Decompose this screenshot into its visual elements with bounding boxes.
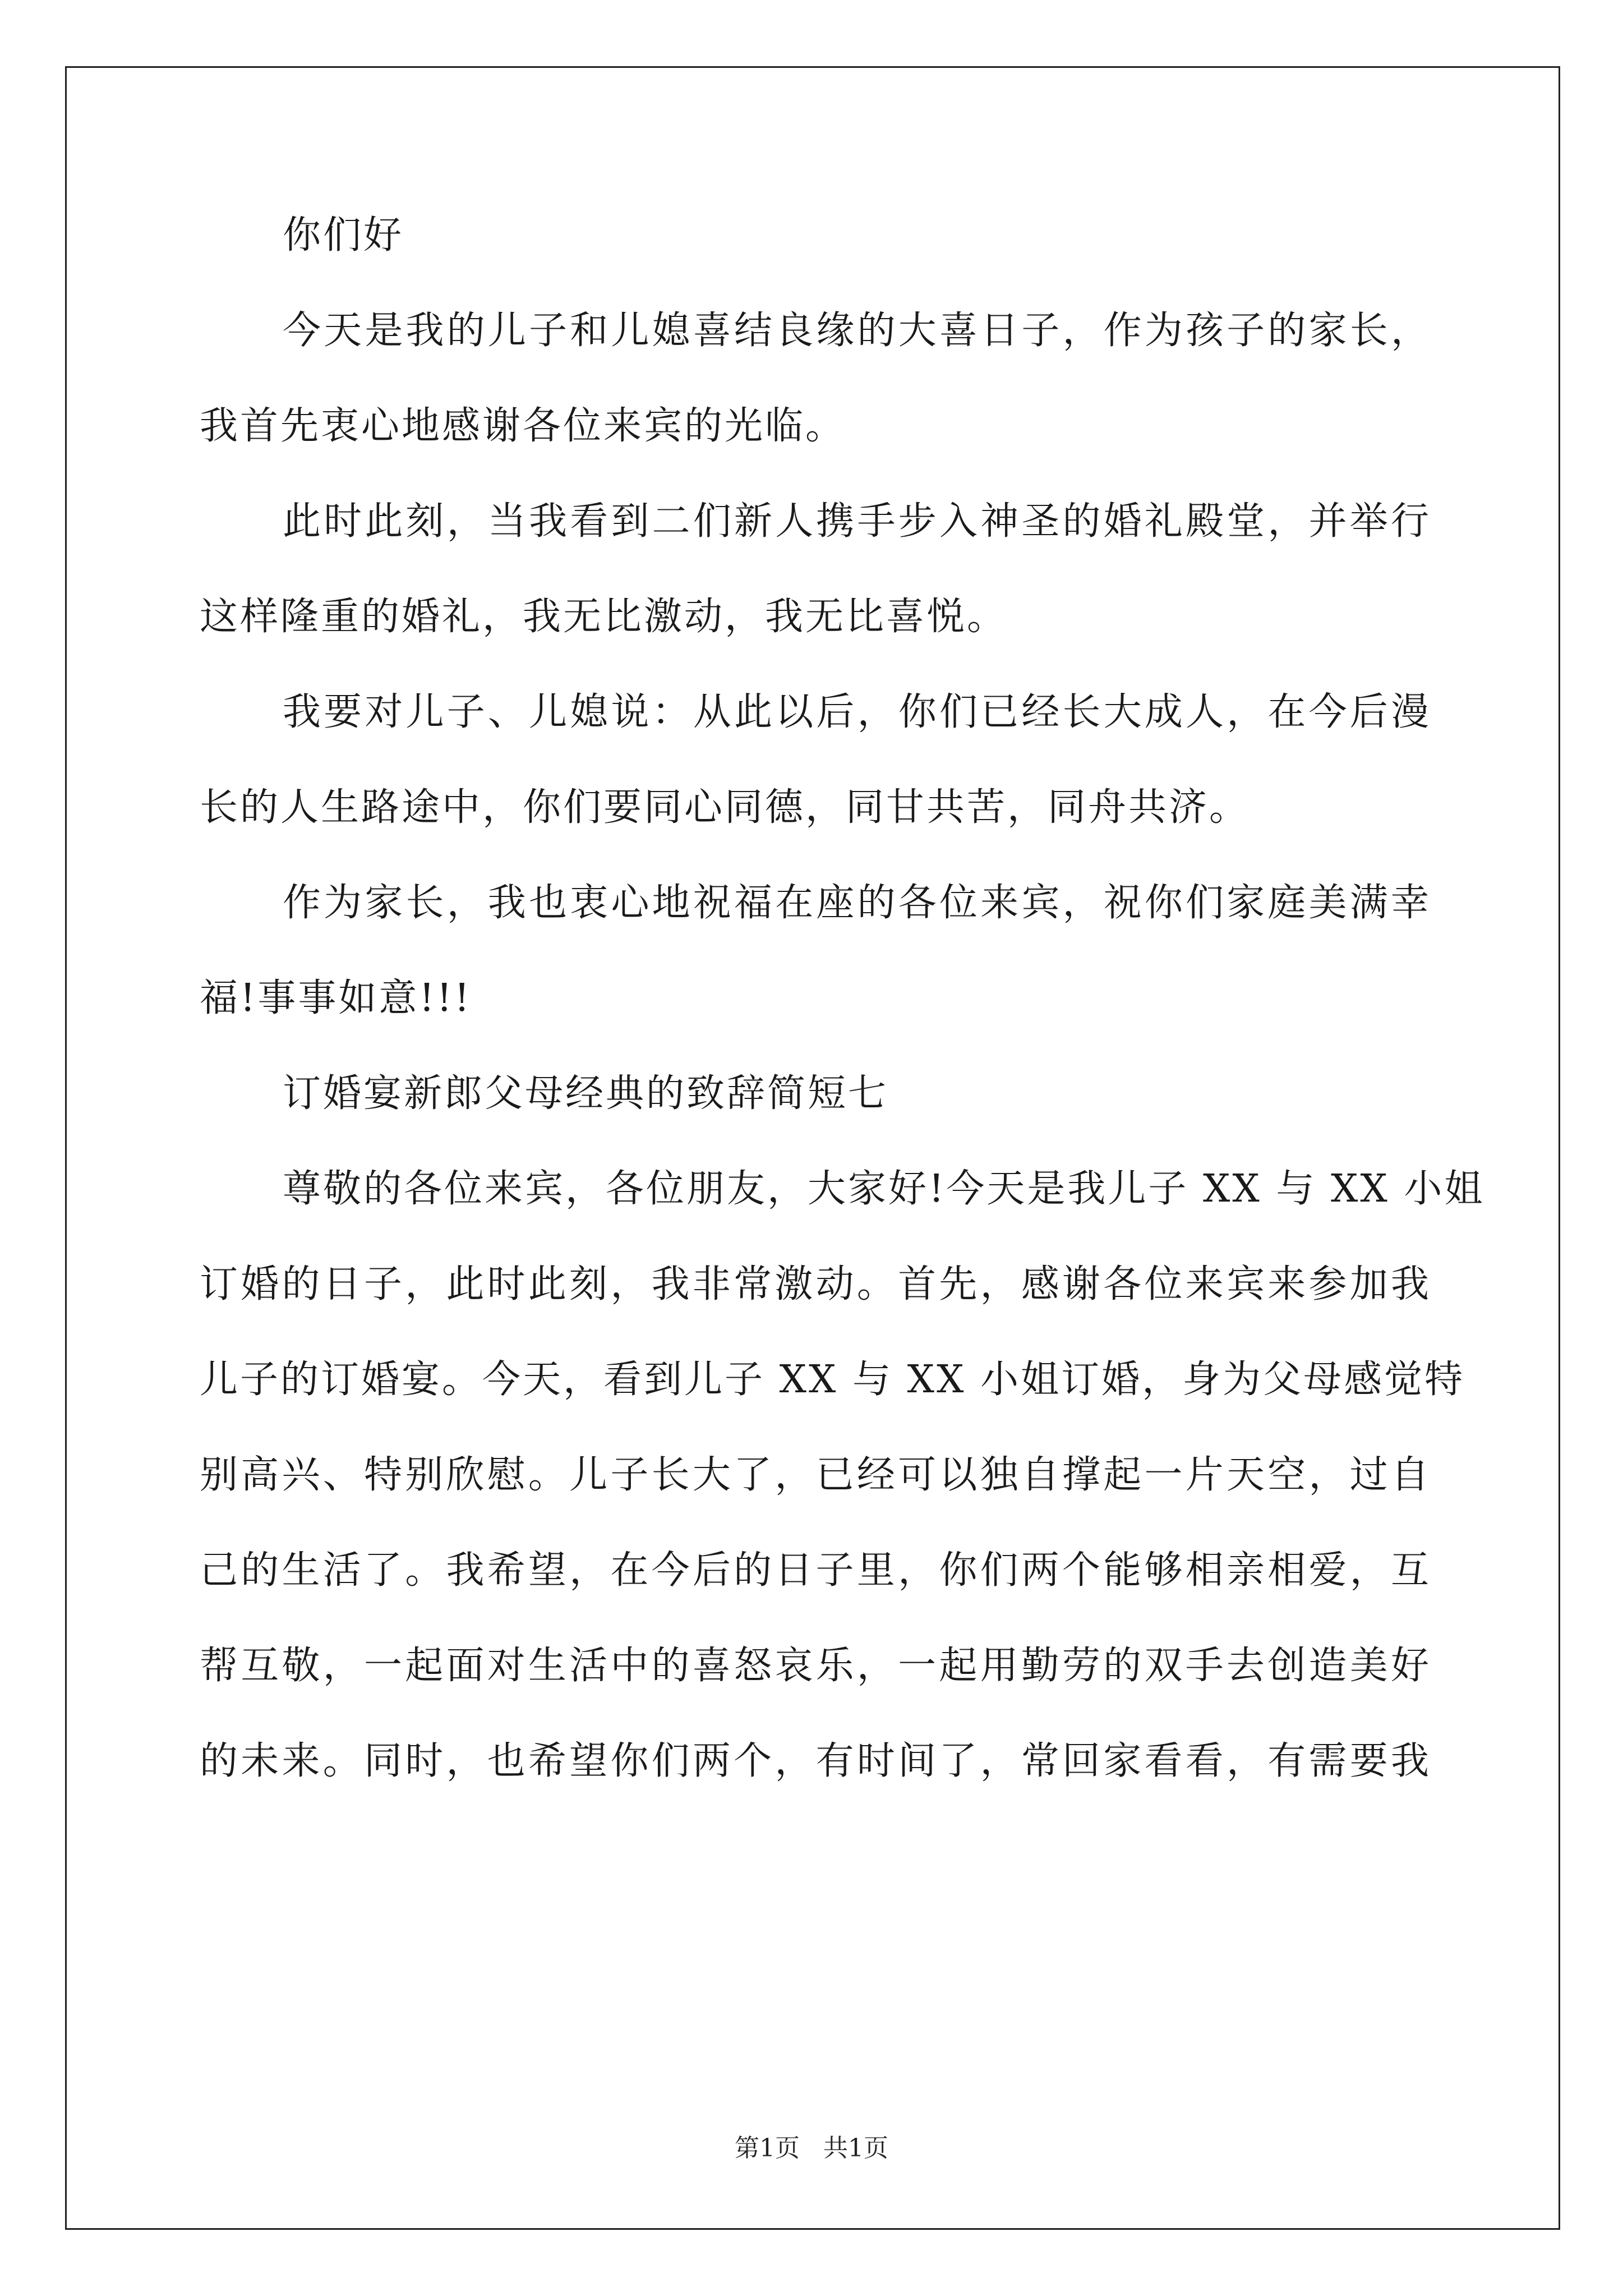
paragraph-line: 别高兴、特别欣慰。儿子长大了，已经可以独自撑起一片天空，过自	[200, 1453, 1431, 1497]
current-page-number: 第1页	[735, 2134, 800, 2162]
paragraph-line: 福!事事如意!!!	[200, 976, 472, 1020]
paragraph-line: 长的人生路途中，你们要同心同德，同甘共苦，同舟共济。	[200, 785, 1250, 830]
paragraph-line: 今天是我的儿子和儿媳喜结良缘的大喜日子，作为孩子的家长，	[283, 309, 1431, 353]
paragraph-line: 儿子的订婚宴。今天，看到儿子 XX 与 XX 小姐订婚，身为父母感觉特	[200, 1358, 1465, 1402]
paragraph-line: 作为家长，我也衷心地祝福在座的各位来宾，祝你们家庭美满幸	[283, 881, 1431, 925]
page-footer	[0, 2132, 1623, 2165]
paragraph-line: 帮互敬，一起面对生活中的喜怒哀乐，一起用勤劳的双手去创造美好	[200, 1644, 1431, 1688]
page-border	[65, 66, 1560, 2230]
section-heading: 订婚宴新郎父母经典的致辞简短七	[283, 1071, 889, 1116]
paragraph-line: 的未来。同时，也希望你们两个，有时间了，常回家看看，有需要我	[200, 1739, 1431, 1783]
paragraph-line: 此时此刻，当我看到二们新人携手步入神圣的婚礼殿堂，并举行	[283, 499, 1431, 544]
paragraph-line: 己的生活了。我希望，在今后的日子里，你们两个能够相亲相爱，互	[200, 1548, 1431, 1593]
paragraph-line: 我首先衷心地感谢各位来宾的光临。	[200, 404, 846, 448]
paragraph-line: 我要对儿子、儿媳说：从此以后，你们已经长大成人，在今后漫	[283, 690, 1431, 734]
paragraph-line: 你们好	[283, 213, 404, 257]
paragraph-line: 这样隆重的婚礼，我无比激动，我无比喜悦。	[200, 595, 1008, 639]
paragraph-line: 尊敬的各位来宾，各位朋友，大家好!今天是我儿子 XX 与 XX 小姐	[283, 1167, 1485, 1211]
paragraph-line: 订婚的日子，此时此刻，我非常激动。首先，感谢各位来宾来参加我	[200, 1262, 1431, 1306]
total-page-count: 共1页	[823, 2134, 888, 2162]
